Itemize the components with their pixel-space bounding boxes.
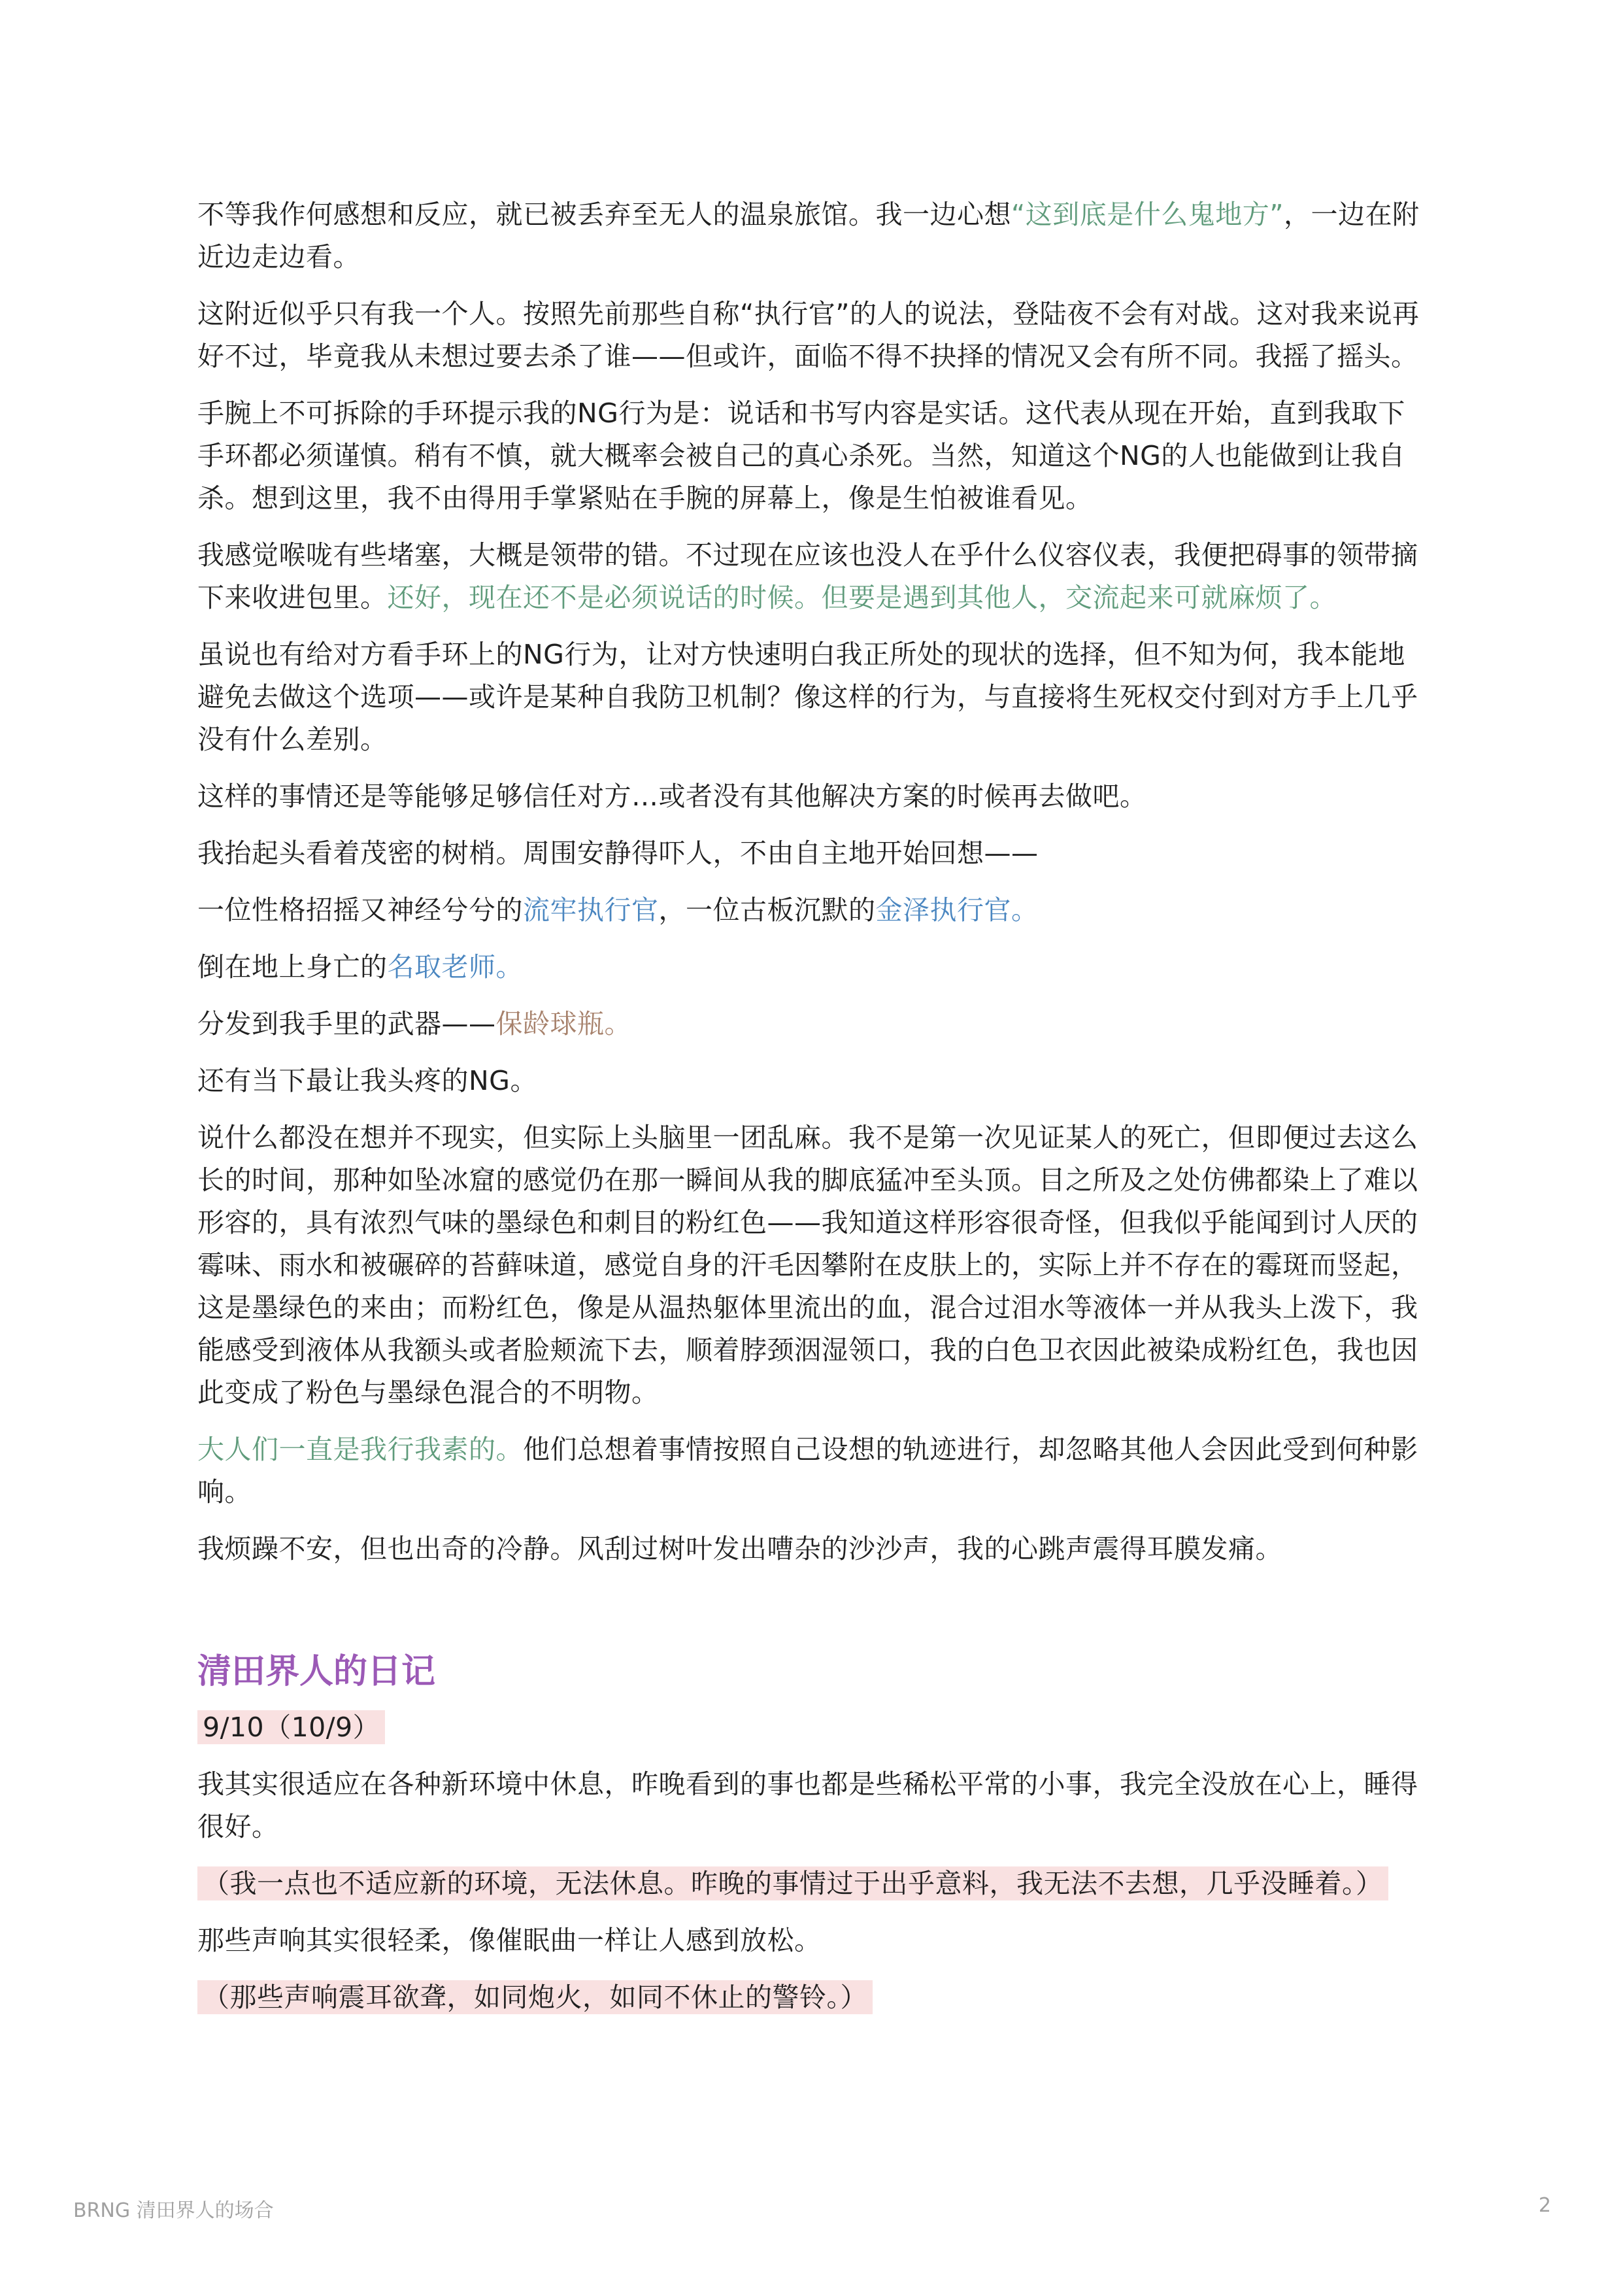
highlighted-text: 还好，现在还不是必须说话的时候。但要是遇到其他人，交流起来可就麻烦了。 — [387, 582, 1337, 613]
text-segment: ，一边在附近边走边看。 — [197, 199, 1420, 273]
text-segment: ，一位古板沉默的 — [658, 894, 876, 926]
highlighted-text: 流牢执行官 — [523, 894, 659, 926]
text-segment: 不等我作何感想和反应，就已被丢弃至无人的温泉旅馆。我一边心想 — [197, 199, 1011, 230]
text-segment: 我烦躁不安，但也出奇的冷静。风刮过树叶发出嘈杂的沙沙声，我的心跳声震得耳膜发痛。 — [197, 1533, 1282, 1564]
paragraph — [197, 946, 1426, 988]
footer-title: BRNG 清田界人的场合 — [73, 2199, 274, 2222]
text-segment: 这样的事情还是等能够足够信任对方…或者没有其他解决方案的时候再去做吧。 — [197, 781, 1147, 812]
paragraph — [197, 1528, 1426, 1570]
diary-entry — [197, 1763, 1426, 1848]
paragraph — [197, 1060, 1426, 1102]
text-segment: 我抬起头看着茂密的树梢。周围安静得吓人，不由自主地开始回想—— — [197, 837, 1039, 869]
highlighted-text: 名取老师。 — [387, 951, 523, 983]
diary-line: 那些声响其实很轻柔，像催眠曲一样让人感到放松。 — [197, 1925, 822, 1956]
diary-entry — [197, 1706, 1426, 1749]
diary-section — [197, 1706, 1426, 2019]
paragraph — [197, 1003, 1426, 1045]
text-segment: 分发到我手里的武器—— — [197, 1008, 496, 1039]
diary-entry — [197, 1919, 1426, 1962]
text-segment: 虽说也有给对方看手环上的NG行为，让对方快速明白我正所处的现状的选择，但不知为何，我本能地避免去做这个选项——或许是某种自我防卫机制？像这样的行为，与直接将生死权交付到对方手上几乎没有什么差别。 — [197, 639, 1418, 755]
page-number: 2 — [1538, 2194, 1551, 2217]
paragraph — [197, 1117, 1426, 1414]
paragraph — [197, 775, 1426, 818]
paragraph — [197, 392, 1426, 520]
diary-truth-line: （那些声响震耳欲聋，如同炮火，如同不休止的警铃。） — [197, 1980, 873, 2014]
text-segment: 说什么都没在想并不现实，但实际上头脑里一团乱麻。我不是第一次见证某人的死亡，但即便过去这么长的时间，那种如坠冰窟的感觉仍在那一瞬间从我的脚底猛冲至头顶。目之所及之处仿佛都染上了难以形容的，具有浓烈气味的墨绿色和刺目的粉红色——我知道这样形容很奇怪，但我似乎能闻到讨人厌的霉味、雨水和被碾碎的苔藓味道，感觉自身的汗毛因攀附在皮肤上的，实际上并不存在的霉斑而竖起，这是墨绿色的来由；而粉红色，像是从温热躯体里流出的血，混合过泪水等液体一并从我头上泼下，我能感受到液体从我额头或者脸颊流下去，顺着脖颈洇湿领口，我的白色卫衣因此被染成粉红色，我也因此变成了粉色与墨绿色混合的不明物。 — [197, 1122, 1418, 1408]
text-segment: 这附近似乎只有我一个人。按照先前那些自称“执行官”的人的说法，登陆夜不会有对战。这对我来说再好不过，毕竟我从未想过要去杀了谁——但或许，面临不得不抉择的情况又会有所不同。我摇了摇头。 — [197, 298, 1420, 372]
paragraph — [197, 832, 1426, 875]
diary-truth-line: （我一点也不适应新的环境，无法休息。昨晚的事情过于出乎意料，我无法不去想，几乎没睡着。） — [197, 1866, 1388, 1900]
paragraph — [197, 534, 1426, 619]
diary-truth-line: 9/10（10/9） — [197, 1710, 385, 1744]
diary-entry — [197, 1863, 1426, 1905]
text-segment: 他们总想着事情按照自己设想的轨迹进行，却忽略其他人会因此受到何种影响。 — [197, 1434, 1418, 1508]
text-segment: 倒在地上身亡的 — [197, 951, 388, 983]
paragraph — [197, 889, 1426, 932]
highlighted-text: 大人们一直是我行我素的。 — [197, 1434, 523, 1465]
paragraph — [197, 293, 1426, 378]
diary-line: 我其实很适应在各种新环境中休息，昨晚看到的事也都是些稀松平常的小事，我完全没放在心上，睡得很好。 — [197, 1768, 1418, 1842]
diary-heading: 清田界人的日记 — [197, 1652, 436, 1691]
text-segment: 我感觉喉咙有些堵塞，大概是领带的错。不过现在应该也没人在乎什么仪容仪表，我便把碍事的领带摘下来收进包里。 — [197, 539, 1418, 613]
highlighted-text: 金泽执行官。 — [875, 894, 1039, 926]
highlighted-text: “这到底是什么鬼地方” — [1011, 199, 1284, 230]
paragraph — [197, 1428, 1426, 1513]
document-body — [197, 194, 1426, 2033]
text-segment: 还有当下最让我头疼的NG。 — [197, 1065, 537, 1096]
paragraph — [197, 633, 1426, 761]
text-segment: 手腕上不可拆除的手环提示我的NG行为是：说话和书写内容是实话。这代表从现在开始，直到我取下手环都必须谨慎。稍有不慎，就大概率会被自己的真心杀死。当然，知道这个NG的人也能做到让我自杀。想到这里，我不由得用手掌紧贴在手腕的屏幕上，像是生怕被谁看见。 — [197, 397, 1405, 514]
diary-entry — [197, 1976, 1426, 2019]
text-segment: 一位性格招摇又神经兮兮的 — [197, 894, 523, 926]
highlighted-text: 保龄球瓶。 — [495, 1008, 631, 1039]
narrative-section — [197, 194, 1426, 1570]
paragraph — [197, 194, 1426, 279]
